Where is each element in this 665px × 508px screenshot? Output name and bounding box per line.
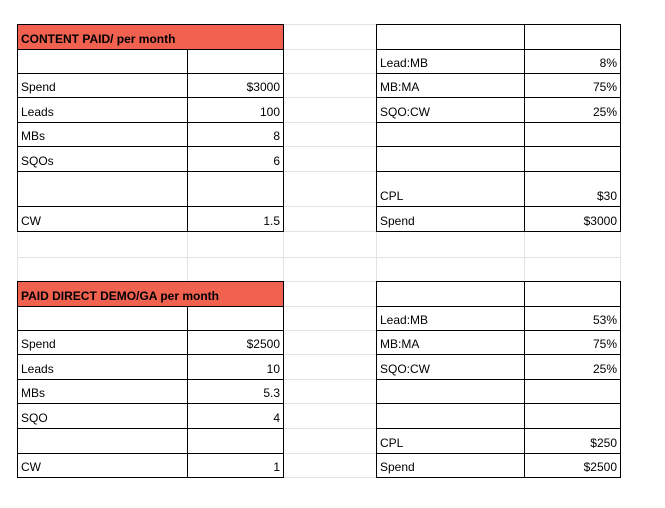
metric-value-cell[interactable] xyxy=(524,379,621,404)
metric-label-cell[interactable] xyxy=(376,24,525,50)
metric-value-cell[interactable]: 53% xyxy=(524,306,621,331)
metric-label-cell[interactable]: CPL xyxy=(376,428,525,454)
metric-label-cell[interactable]: MB:MA xyxy=(376,73,525,98)
row-label-cell[interactable] xyxy=(17,49,188,74)
row-value-cell[interactable] xyxy=(187,171,284,207)
gridline xyxy=(17,257,620,258)
metric-label-cell[interactable]: Lead:MB xyxy=(376,49,525,74)
metric-value-cell[interactable] xyxy=(524,122,621,147)
row-label-cell[interactable]: Spend xyxy=(17,330,188,355)
metric-label-cell[interactable] xyxy=(376,122,525,147)
row-value-cell[interactable]: 4 xyxy=(187,403,284,429)
metric-label-cell[interactable]: Spend xyxy=(376,206,525,232)
metric-label-cell[interactable] xyxy=(376,403,525,429)
metric-value-cell[interactable]: 25% xyxy=(524,97,621,123)
metric-value-cell[interactable] xyxy=(524,281,621,307)
row-label-cell[interactable]: CW xyxy=(17,206,188,232)
row-value-cell[interactable]: $2500 xyxy=(187,330,284,355)
row-label-cell[interactable] xyxy=(17,171,188,207)
row-value-cell[interactable]: 10 xyxy=(187,354,284,380)
row-value-cell[interactable] xyxy=(187,49,284,74)
row-value-cell[interactable] xyxy=(187,306,284,331)
row-value-cell[interactable]: 6 xyxy=(187,146,284,172)
metric-label-cell[interactable] xyxy=(376,379,525,404)
metric-value-cell[interactable]: $3000 xyxy=(524,206,621,232)
metric-label-cell[interactable]: CPL xyxy=(376,171,525,207)
row-label-cell[interactable]: Spend xyxy=(17,73,188,98)
metric-value-cell[interactable] xyxy=(524,403,621,429)
metric-value-cell[interactable]: $2500 xyxy=(524,453,621,478)
row-value-cell[interactable]: 1 xyxy=(187,453,284,478)
row-value-cell[interactable]: 8 xyxy=(187,122,284,147)
row-label-cell[interactable]: Leads xyxy=(17,97,188,123)
row-label-cell[interactable]: MBs xyxy=(17,379,188,404)
row-label-cell[interactable] xyxy=(17,428,188,454)
row-value-cell[interactable]: 1.5 xyxy=(187,206,284,232)
metric-value-cell[interactable]: 25% xyxy=(524,354,621,380)
metric-value-cell[interactable] xyxy=(524,24,621,50)
row-label-cell[interactable]: CW xyxy=(17,453,188,478)
row-label-cell[interactable]: Leads xyxy=(17,354,188,380)
row-label-cell[interactable]: MBs xyxy=(17,122,188,147)
row-label-cell[interactable]: SQO xyxy=(17,403,188,429)
metric-value-cell[interactable] xyxy=(524,146,621,172)
metric-value-cell[interactable]: 75% xyxy=(524,330,621,355)
metric-label-cell[interactable]: Spend xyxy=(376,453,525,478)
row-value-cell[interactable] xyxy=(187,428,284,454)
metric-value-cell[interactable]: 8% xyxy=(524,49,621,74)
metric-value-cell[interactable]: $30 xyxy=(524,171,621,207)
metric-label-cell[interactable] xyxy=(376,281,525,307)
row-value-cell[interactable]: 100 xyxy=(187,97,284,123)
row-label-cell[interactable] xyxy=(17,306,188,331)
metric-value-cell[interactable]: 75% xyxy=(524,73,621,98)
metric-label-cell[interactable]: SQO:CW xyxy=(376,354,525,380)
section-header[interactable]: PAID DIRECT DEMO/GA per month xyxy=(17,281,284,307)
row-label-cell[interactable]: SQOs xyxy=(17,146,188,172)
metric-label-cell[interactable]: MB:MA xyxy=(376,330,525,355)
row-value-cell[interactable]: 5.3 xyxy=(187,379,284,404)
row-value-cell[interactable]: $3000 xyxy=(187,73,284,98)
metric-label-cell[interactable] xyxy=(376,146,525,172)
section-header[interactable]: CONTENT PAID/ per month xyxy=(17,24,284,50)
metric-label-cell[interactable]: Lead:MB xyxy=(376,306,525,331)
metric-value-cell[interactable]: $250 xyxy=(524,428,621,454)
metric-label-cell[interactable]: SQO:CW xyxy=(376,97,525,123)
